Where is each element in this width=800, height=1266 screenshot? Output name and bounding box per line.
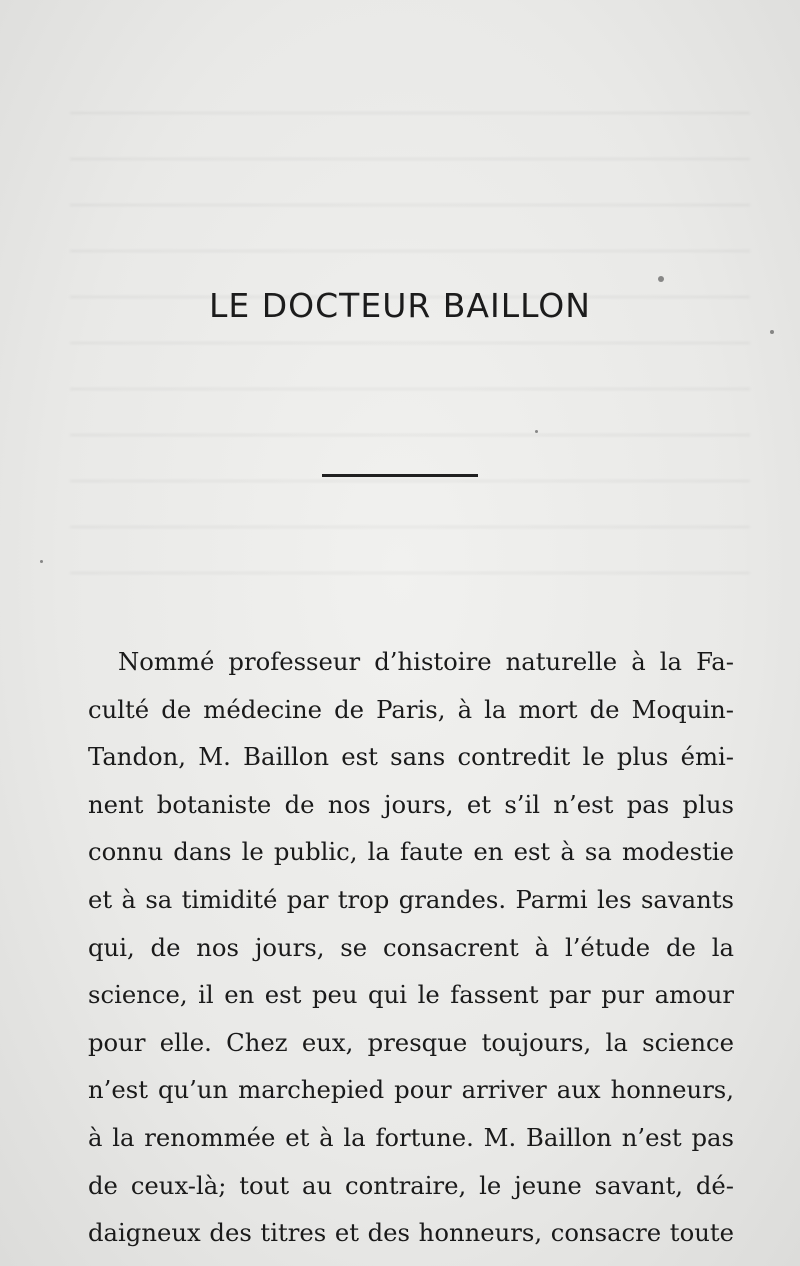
text-line: nent botaniste de nos jours, et s’il n’est pas plus (88, 789, 734, 819)
ink-speck (40, 560, 43, 563)
text-line: n’est qu’un marchepied pour arriver aux honneurs, (88, 1075, 734, 1105)
text-line: pour elle. Chez eux, presque toujours, la science (88, 1027, 734, 1057)
text-line: culté de médecine de Paris, à la mort de Moquin- (88, 694, 734, 724)
text-line: science, il en est peu qui le fassent par pur amour (88, 980, 734, 1010)
ink-speck (535, 430, 538, 433)
text-line: daigneux des titres et des honneurs, consacre toute (88, 1218, 734, 1248)
title-rule (322, 474, 478, 477)
text-line: et à sa timidité par trop grandes. Parmi les savants (88, 884, 734, 914)
ink-speck (770, 330, 774, 334)
text-line: connu dans le public, la faute en est à sa modestie (88, 837, 734, 867)
text-line: Tandon, M. Baillon est sans contredit le plus émi- (88, 742, 734, 772)
show-through (70, 90, 750, 610)
chapter-title: LE DOCTEUR BAILLON (209, 286, 591, 325)
text-line: Nommé professeur d’histoire naturelle à la Fa- (118, 647, 734, 676)
text-line: qui, de nos jours, se consacrent à l’étude de la (88, 932, 734, 962)
text-line: de ceux-là; tout au contraire, le jeune savant, dé- (88, 1170, 734, 1200)
body-text (88, 638, 734, 1257)
ink-speck (658, 276, 664, 282)
text-line: à la renommée et à la fortune. M. Baillon n’est pas (88, 1122, 734, 1152)
